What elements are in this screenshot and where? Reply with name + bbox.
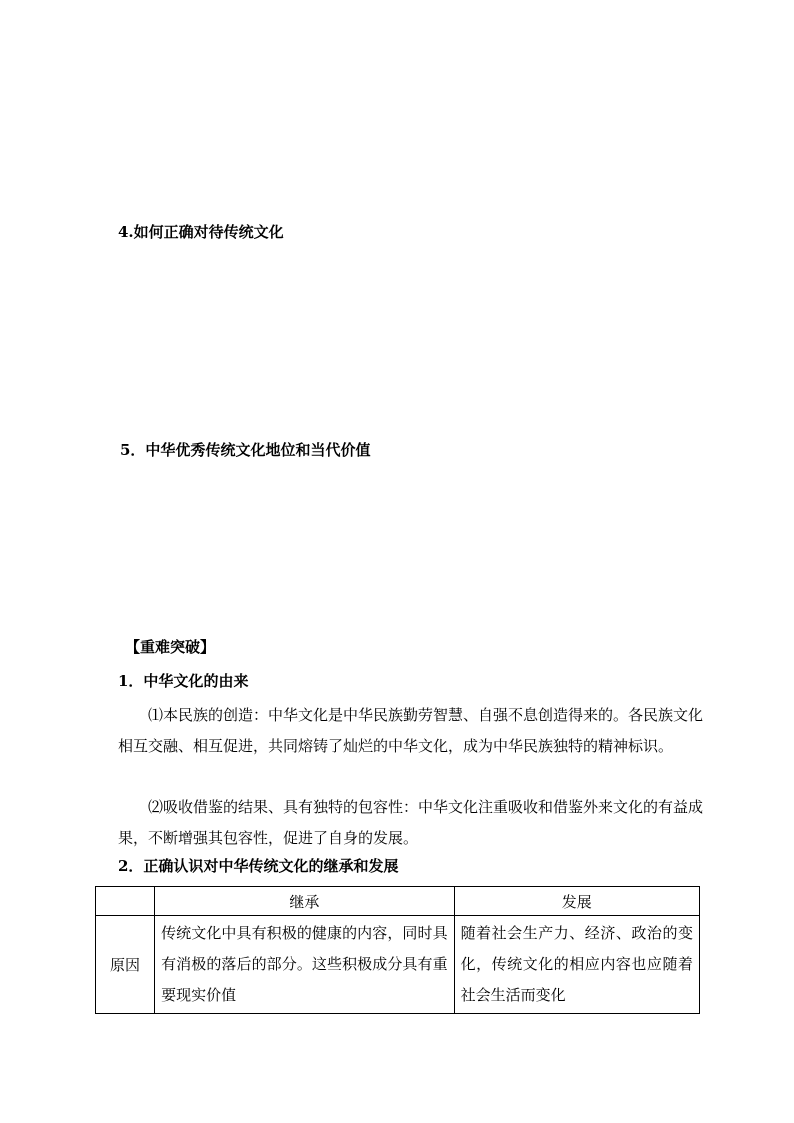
- table-row-label: 原因: [96, 916, 155, 1014]
- table-header-inherit: 继承: [155, 887, 454, 916]
- section-heading-5: 5．中华优秀传统文化地位和当代价值: [120, 441, 371, 459]
- breakthrough-title: 【重难突破】: [125, 638, 216, 656]
- section-heading-4: 4.如何正确对待传统文化: [118, 223, 284, 241]
- inherit-develop-table: [95, 886, 700, 1014]
- table-header-develop: 发展: [454, 887, 699, 916]
- table-cell-inherit: [155, 916, 454, 1014]
- table-header-empty: [96, 887, 155, 916]
- paragraph-origin-2: ⑵吸收借鉴的结果、具有独特的包容性：中华文化注重吸收和借鉴外来文化的有益成果，不断增强其包容性，促进了自身的发展。: [118, 798, 704, 847]
- subheading-inherit-develop: 2．正确认识对中华传统文化的继承和发展: [118, 857, 399, 875]
- table-row: [96, 916, 700, 1014]
- table-cell-develop-text: 随着社会生产力、经济、政治的变化，传统文化的相应内容也应随着社会生活而变化: [460, 924, 693, 1004]
- table-cell-develop: [454, 916, 699, 1014]
- paragraph-origin-1: ⑴本民族的创造：中华文化是中华民族勤劳智慧、自强不息创造得来的。各民族文化相互交融、相互促进，共同熔铸了灿烂的中华文化，成为中华民族独特的精神标识。: [118, 706, 704, 755]
- table-cell-inherit-text: 传统文化中具有积极的健康的内容，同时具有消极的落后的部分。这些积极成分具有重要现实价值: [161, 924, 448, 1004]
- subheading-origin: 1．中华文化的由来: [118, 672, 249, 690]
- table-header-row: [96, 887, 700, 916]
